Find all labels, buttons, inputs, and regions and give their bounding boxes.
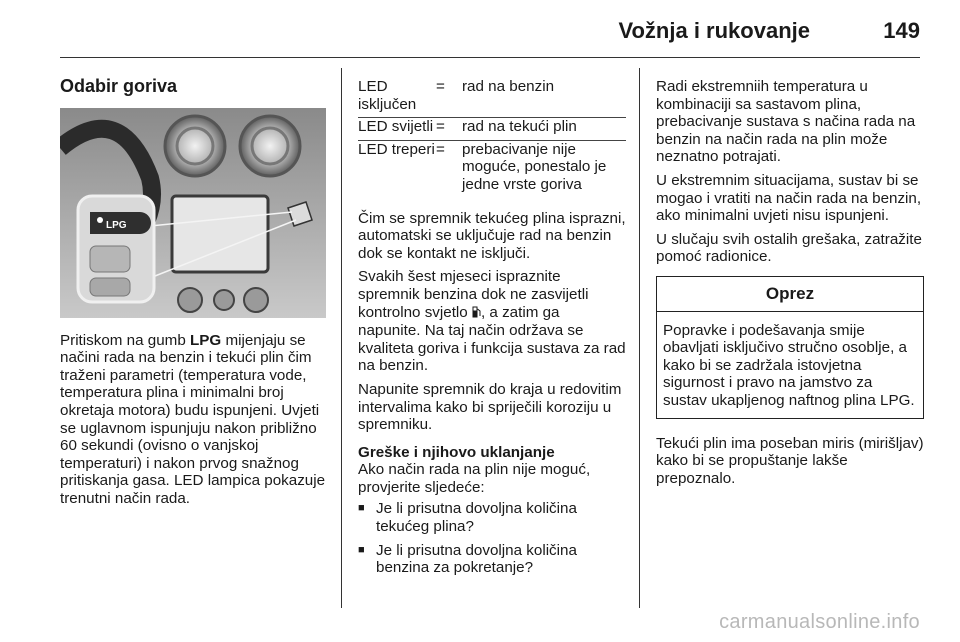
paragraph: U ekstremnim situacijama, sustav bi se mogao i vratiti na način rada na benzin, ako minimalni uvjeti nisu ispunjeni. — [656, 171, 922, 225]
fuel-pump-icon — [472, 305, 481, 323]
running-header: Vožnja i rukovanje — [618, 18, 810, 43]
header-rule — [60, 57, 920, 58]
led-table-value: rad na tekući plin — [462, 118, 626, 141]
led-table-row — [358, 140, 626, 197]
led-table-row — [358, 118, 626, 141]
led-table-row — [358, 78, 626, 118]
led-table-key: LED isključen — [358, 78, 417, 113]
paragraph: Radi ekstremniih temperatura u kombinaciji sa sastavom plina, prebacivanje sustava s načina rada na benzin na način rada na plin može neznatno potrajati. — [656, 78, 916, 166]
led-table-value: prebacivanje nije moguće, ponestalo je jedne vrste goriva — [462, 140, 626, 197]
subheading: Greške i njihovo uklanjanje — [358, 443, 555, 461]
list-item: ■ Je li prisutna dovoljna količina benzina za pokretanje? — [358, 542, 626, 577]
paragraph: Svakih šest mjeseci ispraznite spremnik benzina dok ne zasvijetli kontrolno svjetlo , a zatim ga napunite. Na taj način održava se kvaliteta goriva i funkcija sustava za rad na benzin. — [358, 268, 626, 375]
led-table-key: LED svijetli — [358, 118, 436, 141]
column-divider — [341, 68, 342, 608]
caution-title: Oprez — [657, 277, 923, 312]
page-number: 149 — [883, 18, 920, 43]
caution-box — [656, 276, 924, 419]
column-3 — [656, 78, 924, 493]
led-table-key: LED treperi — [358, 140, 436, 197]
lpg-intro-paragraph: Pritiskom na gumb LPG mijenjaju se načini rada na benzin i tekući plin čim traženi parametri (temperatura vode, temperatura plina i minimalni broj okretaja motora) budu ispunjeni. Uvjeti se uglavnom ispunjuju nakon približno 60 sekundi (ovisno o vanjskoj temperaturi) i nakon prvog snažnog pritiskanja gasa. LED lampica pokazuje trenutni način rada. — [60, 331, 326, 507]
led-table-value: rad na benzin — [462, 78, 555, 95]
lpg-button-label: LPG — [106, 219, 127, 231]
column-1 — [60, 78, 326, 514]
watermark: carmanualsonline.info — [719, 611, 920, 633]
paragraph: Ako način rada na plin nije moguć, provjerite sljedeće: — [358, 461, 591, 496]
led-table-eq: = — [436, 118, 462, 141]
led-table-eq: = — [436, 140, 462, 197]
list-item: ■ Je li prisutna dovoljna količina tekućeg plina? — [358, 500, 626, 535]
section-title: Odabir goriva — [60, 76, 178, 96]
paragraph: U slučaju svih ostalih grešaka, zatražite pomoć radionice. — [656, 230, 922, 266]
column-2 — [358, 78, 626, 583]
caution-body: Popravke i podešavanja smije obavljati isključivo stručno osoblje, a kako bi se zadržala istovjetna sigurnost i pravo na jamstvo za sustav ukapljenog naftnog plina LPG. — [663, 321, 915, 409]
check-list — [358, 500, 626, 576]
column-divider — [639, 68, 640, 608]
dashboard-figure — [60, 108, 326, 318]
paragraph: Tekući plin ima poseban miris (mirišljav) kako bi se propuštanje lakše prepoznalo. — [656, 434, 924, 487]
paragraph: Čim se spremnik tekućeg plina isprazni, automatski se uključuje rad na benzin dok se kontakt ne isključi. — [358, 209, 626, 262]
led-table-eq: = — [436, 78, 445, 95]
lpg-strong: LPG — [189, 331, 222, 349]
paragraph: Napunite spremnik do kraja u redovitim intervalima kako bi spriječili koroziju u spremniku. — [358, 380, 622, 434]
led-status-table — [358, 78, 626, 198]
